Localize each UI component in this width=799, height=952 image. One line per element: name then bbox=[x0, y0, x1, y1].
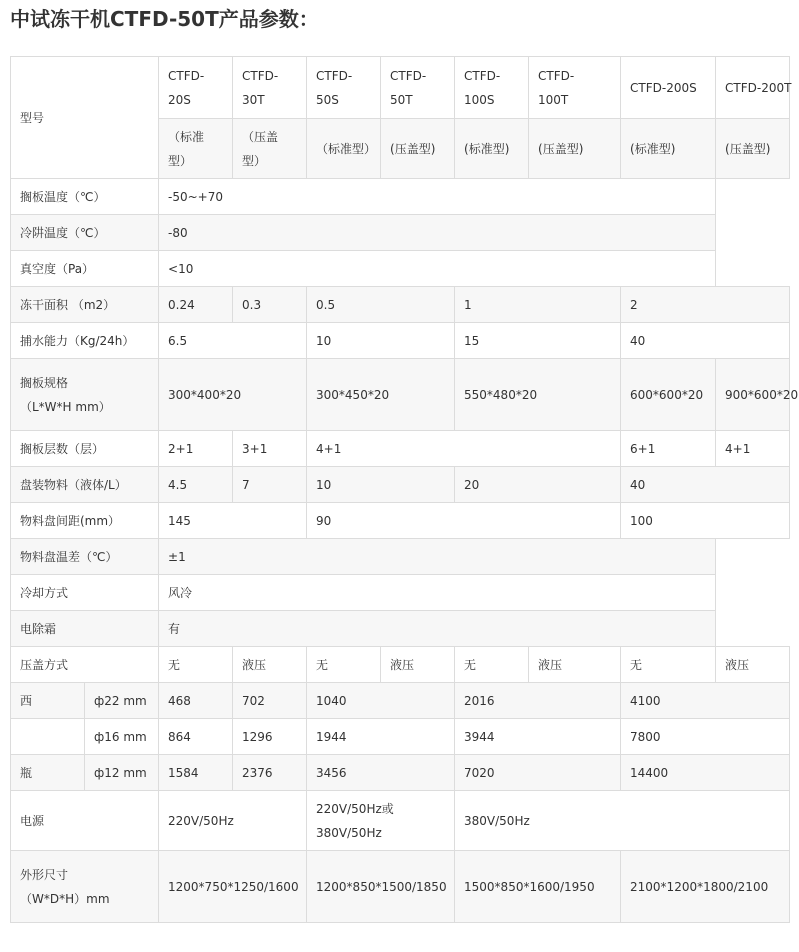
table-cell: 1200*750*1250/1600 bbox=[159, 851, 307, 923]
table-row-defrost bbox=[11, 611, 790, 647]
table-cell: 2100*1200*1800/2100 bbox=[621, 851, 790, 923]
table-cell: 2 bbox=[621, 287, 790, 323]
row-label-vial-bottom: 瓶 bbox=[11, 755, 85, 791]
row-label-condenser-temp: 冷阱温度（℃） bbox=[11, 215, 159, 251]
model-cell-100s: CTFD- 100S bbox=[455, 57, 529, 119]
table-row-power bbox=[11, 791, 790, 851]
spec-table bbox=[10, 56, 799, 923]
table-cell: 无 bbox=[307, 647, 381, 683]
value-tray-temp-diff: ±1 bbox=[159, 539, 716, 575]
value-cooling: 风冷 bbox=[159, 575, 716, 611]
type-cell-100t: (压盖型) bbox=[529, 119, 621, 179]
table-cell: 2+1 bbox=[159, 431, 233, 467]
table-cell: 40 bbox=[621, 467, 790, 503]
type-cell-200t: (压盖型) bbox=[716, 119, 790, 179]
table-cell: 无 bbox=[159, 647, 233, 683]
table-cell: 4100 bbox=[621, 683, 790, 719]
table-cell: 40 bbox=[621, 323, 790, 359]
model-cell-200t: CTFD-200T bbox=[716, 57, 790, 119]
table-cell: 10 bbox=[307, 323, 455, 359]
row-label-shelf-size: 搁板规格 （L*W*H mm） bbox=[11, 359, 159, 431]
table-cell: 1500*850*1600/1950 bbox=[455, 851, 621, 923]
row-label-tray-load: 盘装物料（液体/L） bbox=[11, 467, 159, 503]
table-row-dimensions bbox=[11, 851, 790, 923]
value-vacuum: <10 bbox=[159, 251, 716, 287]
type-cell-30t: （压盖 型） bbox=[233, 119, 307, 179]
type-cell-50s: （标准型） bbox=[307, 119, 381, 179]
model-cell-50t: CTFD- 50T bbox=[381, 57, 455, 119]
table-row-condenser-temp bbox=[11, 215, 790, 251]
table-cell: 6.5 bbox=[159, 323, 307, 359]
table-cell: 220V/50Hz bbox=[159, 791, 307, 851]
table-cell: 7020 bbox=[455, 755, 621, 791]
table-row-vial-12 bbox=[11, 755, 790, 791]
table-row-vial-22 bbox=[11, 683, 790, 719]
table-cell: 1584 bbox=[159, 755, 233, 791]
row-label-vacuum: 真空度（Pa） bbox=[11, 251, 159, 287]
table-cell: 300*400*20 bbox=[159, 359, 307, 431]
table-cell: 20 bbox=[455, 467, 621, 503]
table-cell: 液压 bbox=[381, 647, 455, 683]
row-label-power: 电源 bbox=[11, 791, 159, 851]
table-row-shelf-temp bbox=[11, 179, 790, 215]
model-cell-200s: CTFD-200S bbox=[621, 57, 716, 119]
type-cell-50t: (压盖型) bbox=[381, 119, 455, 179]
row-label-area: 冻干面积 （m2） bbox=[11, 287, 159, 323]
table-row-water-capacity bbox=[11, 323, 790, 359]
row-label-vial-middle bbox=[11, 719, 85, 755]
model-cell-20s: CTFD- 20S bbox=[159, 57, 233, 119]
table-cell: 600*600*20 bbox=[621, 359, 716, 431]
model-cell-30t: CTFD- 30T bbox=[233, 57, 307, 119]
row-label-tray-temp-diff: 物料盘温差（℃） bbox=[11, 539, 159, 575]
value-shelf-temp: -50~+70 bbox=[159, 179, 716, 215]
table-row-model bbox=[11, 57, 790, 119]
table-cell: 3456 bbox=[307, 755, 455, 791]
table-cell: 无 bbox=[455, 647, 529, 683]
table-cell: 液压 bbox=[716, 647, 790, 683]
table-cell: 10 bbox=[307, 467, 455, 503]
table-row-stoppering bbox=[11, 647, 790, 683]
vial-size-12: ф12 mm bbox=[85, 755, 159, 791]
table-cell: 100 bbox=[621, 503, 790, 539]
table-cell: 1200*850*1500/1850 bbox=[307, 851, 455, 923]
table-cell: 864 bbox=[159, 719, 233, 755]
table-cell: 7 bbox=[233, 467, 307, 503]
page-title: 中试冻干机CTFD-50T产品参数： bbox=[10, 7, 319, 31]
table-row-vial-16 bbox=[11, 719, 790, 755]
table-cell: 无 bbox=[621, 647, 716, 683]
table-row-cooling bbox=[11, 575, 790, 611]
table-cell: 90 bbox=[307, 503, 621, 539]
table-cell: 0.3 bbox=[233, 287, 307, 323]
table-cell: 2376 bbox=[233, 755, 307, 791]
table-cell: 1944 bbox=[307, 719, 455, 755]
table-cell: 2016 bbox=[455, 683, 621, 719]
table-row-tray-load bbox=[11, 467, 790, 503]
table-cell: 900*600*20 bbox=[716, 359, 790, 431]
table-cell: 液压 bbox=[233, 647, 307, 683]
table-cell: 15 bbox=[455, 323, 621, 359]
table-cell: 468 bbox=[159, 683, 233, 719]
table-cell: 3944 bbox=[455, 719, 621, 755]
value-defrost: 有 bbox=[159, 611, 716, 647]
model-cell-100t: CTFD- 100T bbox=[529, 57, 621, 119]
type-cell-20s: （标准 型） bbox=[159, 119, 233, 179]
table-cell: 300*450*20 bbox=[307, 359, 455, 431]
row-label-water-capacity: 捕水能力（Kg/24h） bbox=[11, 323, 159, 359]
table-cell: 6+1 bbox=[621, 431, 716, 467]
row-label-shelf-layers: 搁板层数（层） bbox=[11, 431, 159, 467]
table-row-tray-spacing bbox=[11, 503, 790, 539]
table-cell: 4.5 bbox=[159, 467, 233, 503]
table-row-tray-temp-diff bbox=[11, 539, 790, 575]
table-cell: 0.5 bbox=[307, 287, 455, 323]
table-cell: 1 bbox=[455, 287, 621, 323]
table-cell: 220V/50Hz或 380V/50Hz bbox=[307, 791, 455, 851]
row-label-vial-top: 西 bbox=[11, 683, 85, 719]
value-condenser-temp: -80 bbox=[159, 215, 716, 251]
table-cell: 液压 bbox=[529, 647, 621, 683]
table-cell: 7800 bbox=[621, 719, 790, 755]
row-label-model: 型号 bbox=[11, 57, 159, 179]
row-label-tray-spacing: 物料盘间距(mm） bbox=[11, 503, 159, 539]
row-label-dimensions: 外形尺寸 （W*D*H）mm bbox=[11, 851, 159, 923]
table-cell: 550*480*20 bbox=[455, 359, 621, 431]
row-label-shelf-temp: 搁板温度（℃） bbox=[11, 179, 159, 215]
row-label-defrost: 电除霜 bbox=[11, 611, 159, 647]
table-row-area bbox=[11, 287, 790, 323]
row-label-stoppering: 压盖方式 bbox=[11, 647, 159, 683]
vial-size-16: ф16 mm bbox=[85, 719, 159, 755]
table-row-vacuum bbox=[11, 251, 790, 287]
table-cell: 4+1 bbox=[716, 431, 790, 467]
table-cell: 14400 bbox=[621, 755, 790, 791]
table-row-shelf-size bbox=[11, 359, 790, 431]
table-cell: 1040 bbox=[307, 683, 455, 719]
table-cell: 3+1 bbox=[233, 431, 307, 467]
table-row-shelf-layers bbox=[11, 431, 790, 467]
table-cell: 4+1 bbox=[307, 431, 621, 467]
table-cell: 380V/50Hz bbox=[455, 791, 790, 851]
type-cell-100s: (标准型) bbox=[455, 119, 529, 179]
row-label-cooling: 冷却方式 bbox=[11, 575, 159, 611]
table-cell: 145 bbox=[159, 503, 307, 539]
vial-size-22: ф22 mm bbox=[85, 683, 159, 719]
table-cell: 702 bbox=[233, 683, 307, 719]
table-cell: 0.24 bbox=[159, 287, 233, 323]
type-cell-200s: (标准型) bbox=[621, 119, 716, 179]
table-cell: 1296 bbox=[233, 719, 307, 755]
model-cell-50s: CTFD- 50S bbox=[307, 57, 381, 119]
